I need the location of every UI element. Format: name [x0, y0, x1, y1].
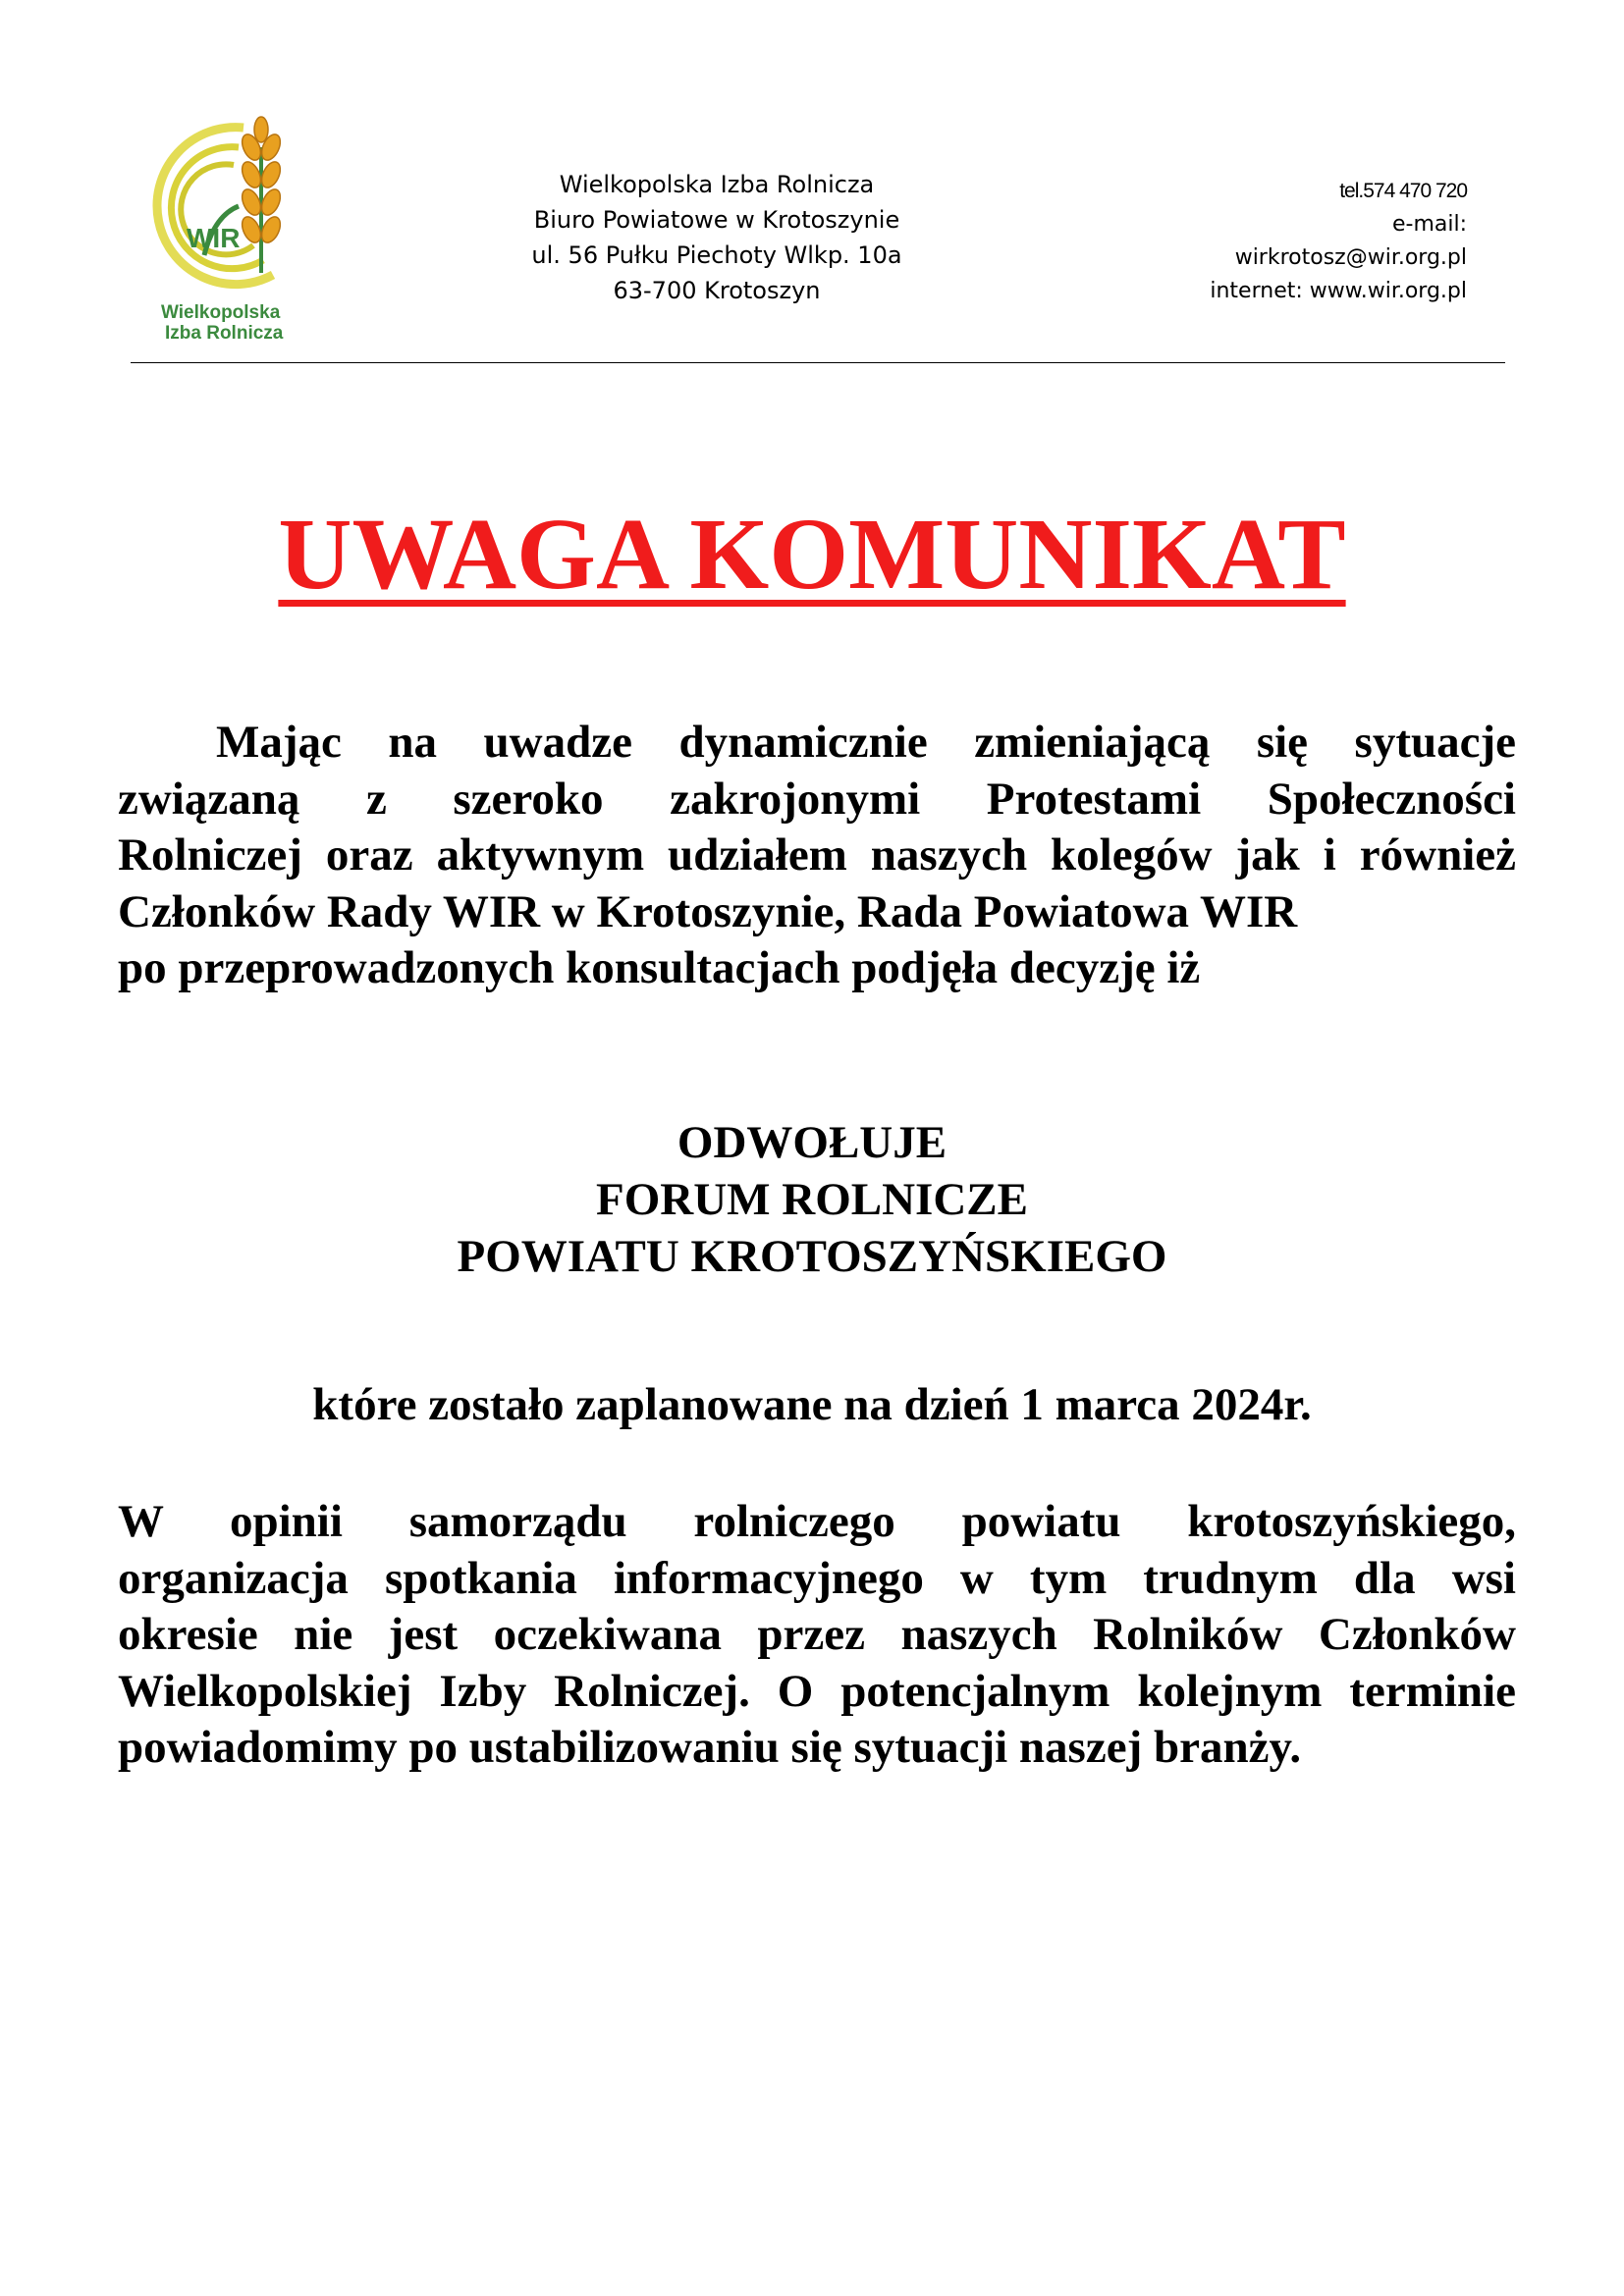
address-line-2: Biuro Powiatowe w Krotoszynie	[533, 206, 900, 234]
closing-line-3: okresie nie jest oczekiwana przez naszych Rolników Członków	[118, 1609, 1516, 1660]
announcement-line-3: POWIATU KROTOSZYŃSKIEGO	[457, 1231, 1167, 1282]
header-contact	[1074, 175, 1467, 308]
date-line-text: które zostało zaplanowane na dzień 1 marca 2024r.	[312, 1379, 1312, 1430]
logo-name-line1: Wielkopolska	[161, 302, 281, 323]
intro-line-1: Mając na uwadze dynamicznie zmieniającą się sytuacje	[216, 717, 1516, 768]
wir-logo	[126, 108, 322, 353]
intro-line-4: Członków Rady WIR w Krotoszynie, Rada Powiatowa WIR	[118, 885, 1298, 937]
intro-line-2: związaną z szeroko zakrojonymi Protestami Społeczności	[118, 773, 1516, 825]
address-line-3: ul. 56 Pułku Piechoty Wlkp. 10a	[531, 241, 902, 269]
contact-email-label: e-mail:	[1391, 212, 1467, 237]
wir-emblem-icon	[126, 108, 322, 304]
logo-name-line2: Izba Rolnicza	[165, 323, 284, 344]
event-date-line	[0, 1376, 1624, 1433]
closing-line-2: organizacja spotkania informacyjnego w tym trudnym dla wsi	[118, 1552, 1516, 1604]
contact-tel: tel.574 470 720	[1339, 180, 1467, 202]
intro-line-5: po przeprowadzonych konsultacjach podjęła decyzję iż	[118, 942, 1201, 993]
header-address	[471, 167, 962, 308]
closing-paragraph	[118, 1494, 1516, 1777]
intro-line-3: Rolniczej oraz aktywnym udziałem naszych kolegów jak i również	[118, 829, 1516, 881]
contact-email: wirkrotosz@wir.org.pl	[1234, 245, 1467, 270]
closing-line-5: powiadomimy po ustabilizowaniu się sytuacji naszej branży.	[118, 1722, 1302, 1773]
logo-caption	[161, 302, 328, 344]
address-line-4: 63-700 Krotoszyn	[613, 277, 821, 304]
svg-text:WIR: WIR	[187, 223, 241, 253]
title-text: UWAGA KOMUNIKAT	[278, 498, 1346, 611]
announcement-line-2: FORUM ROLNICZE	[596, 1174, 1028, 1225]
announcement-block	[0, 1114, 1624, 1285]
closing-line-4: Wielkopolskiej Izby Rolniczej. O potencjalnym kolejnym terminie	[118, 1665, 1516, 1717]
intro-paragraph	[118, 715, 1516, 997]
closing-line-1: W opinii samorządu rolniczego powiatu krotoszyńskiego,	[118, 1496, 1516, 1547]
header-divider	[131, 362, 1505, 363]
contact-internet: internet: www.wir.org.pl	[1210, 279, 1467, 303]
page-title	[0, 496, 1624, 614]
address-line-1: Wielkopolska Izba Rolnicza	[559, 171, 875, 198]
announcement-line-1: ODWOŁUJE	[677, 1117, 947, 1168]
